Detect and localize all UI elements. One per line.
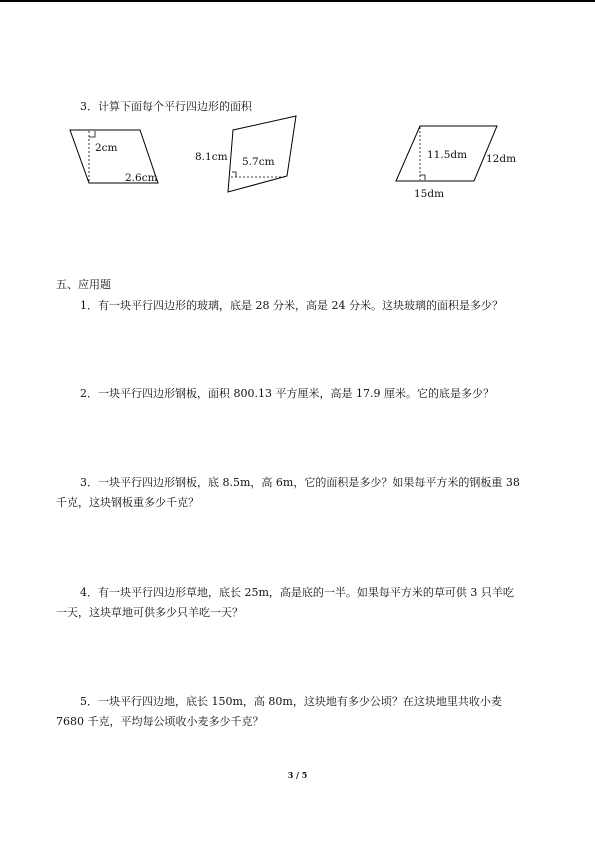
question-1: 1．有一块平行四边形的玻璃，底是 28 分米，高是 24 分米。这块玻璃的面积是多少？: [80, 299, 503, 312]
fig1-height-label: 2cm: [95, 142, 118, 154]
question-3-line-1: 3．一块平行四边形钢板，底 8.5m，高 6m，它的面积是多少？如果每平方米的钢板重 38: [80, 476, 520, 489]
fig2-side-label: 8.1cm: [195, 151, 228, 163]
fig3-height-label: 11.5dm: [427, 149, 468, 161]
section5-heading: 五、应用题: [56, 278, 111, 291]
parallelogram-2: [228, 116, 296, 192]
section3-heading: 3．计算下面每个平行四边形的面积: [80, 100, 252, 113]
question-2: 2．一块平行四边形钢板，面积 800.13 平方厘米，高是 17.9 厘米。它的底是多少？: [80, 387, 494, 400]
parallelogram-figures: [0, 0, 595, 230]
fig3-side-label: 12dm: [486, 153, 517, 165]
fig3-base-label: 15dm: [414, 188, 445, 200]
question-5-line-1: 5．一块平行四边地，底长 150m，高 80m，这块地有多少公顷？在这块地里共收小麦: [80, 695, 502, 708]
page-number: 3 / 5: [287, 770, 308, 780]
question-3-line-2: 千克，这块钢板重多少千克？: [56, 496, 199, 509]
fig2-height-label: 5.7cm: [242, 156, 275, 168]
question-5-line-2: 7680 千克，平均每公顷收小麦多少千克？: [56, 715, 264, 728]
fig1-base-label: 2.6cm: [125, 172, 158, 184]
question-4-line-2: 一天，这块草地可供多少只羊吃一天？: [56, 606, 243, 619]
question-4-line-1: 4．有一块平行四边形草地，底长 25m，高是底的一半。如果每平方米的草可供 3 只羊吃: [80, 586, 514, 599]
